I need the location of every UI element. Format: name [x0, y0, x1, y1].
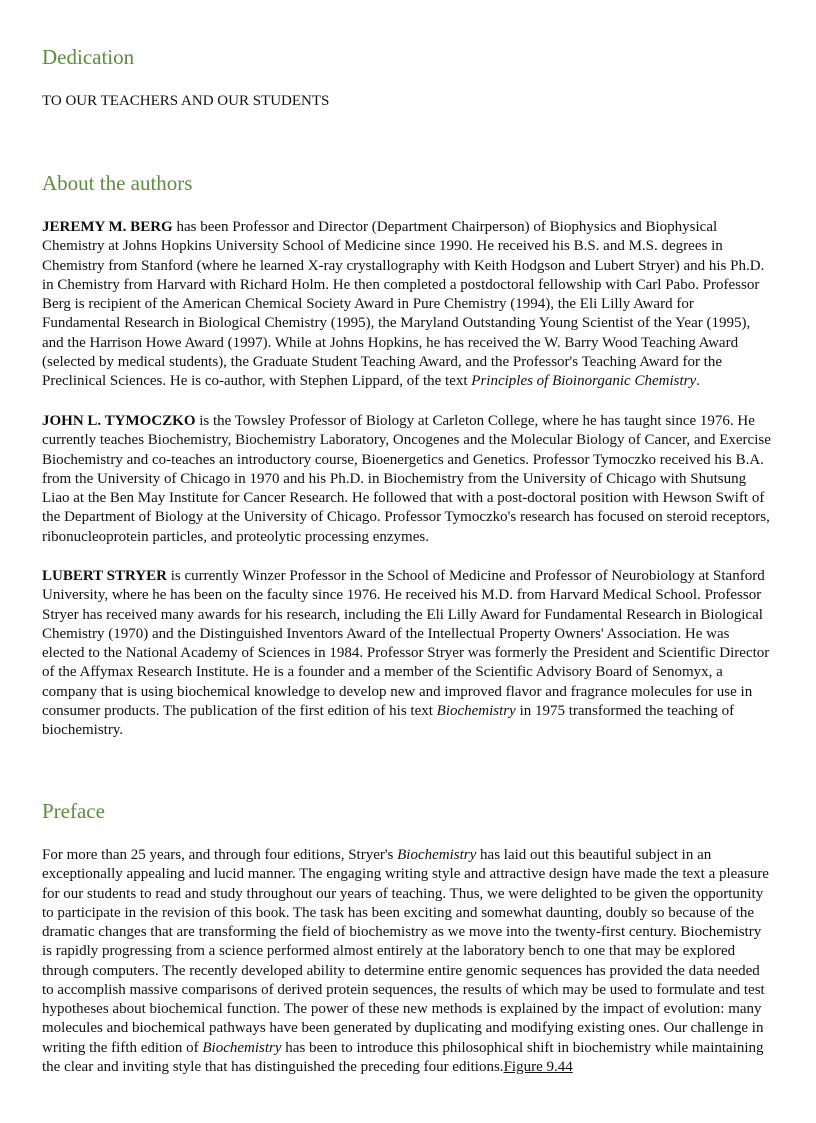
book-title-biochemistry: Biochemistry	[436, 702, 516, 719]
author-bio-tymoczko-text: is the Towsley Professor of Biology at Carleton College, where he has taught since 1976. He currently teaches Biochemistry, Biochemistry Laboratory, Oncogenes and the Molecular Biology of Cancer, and Exercise Biochemistry and co-teaches an introductory course, Bioenergetics and Genetics. Professor Tymoczko received his B.A. from the University of Chicago in 1970 and his Ph.D. in Biochemistry from the University of Chicago with Shutsung Liao at the Ben May Institute for Cancer Research. He followed that with a post-doctoral position with Hewson Swift of the Department of Biology at the University of Chicago. Professor Tymoczko's research has focused on steroid receptors, ribonucleoprotein particles, and proteolytic processing enzymes.	[42, 413, 771, 545]
author-bio-tymoczko	[42, 412, 774, 547]
author-bio-stryer-text: is currently Winzer Professor in the School of Medicine and Professor of Neurobiology at Stanford University, where he has been on the faculty since 1976. He received his M.D. from Harvard Medical School. Professor Stryer has received many awards for his research, including the Eli Lilly Award for Fundamental Research in Biological Chemistry (1970) and the Distinguished Inventors Award of the Intellectual Property Owners' Association. He was elected to the National Academy of Sciences in 1984. Professor Stryer was formerly the President and Scientific Director of the Affymax Research Institute. He is a founder and a member of the Scientific Advisory Board of Senomyx, a company that is using biochemical knowledge to develop new and improved flavor and fragrance molecules for use in consumer products. The publication of the first edition of his text	[42, 568, 770, 719]
preface-paragraph	[42, 846, 774, 1077]
dedication-text: TO OUR TEACHERS AND OUR STUDENTS	[42, 93, 330, 109]
figure-9-44-link[interactable]: Figure 9.44	[503, 1058, 573, 1075]
preface-text-2: has laid out this beautiful subject in an exceptionally appealing and lucid manner. The engaging writing style and attractive design have made the text a pleasure for our students to read and study throughout our years of teaching. Thus, we were delighted to be given the opportunity to participate in the revision of this book. The task has been exciting and somewhat daunting, doubly so because of the dramatic changes that are transforming the field of biochemistry as we move into the twenty-first century. Biochemistry is rapidly progressing from a science performed almost entirely at the laboratory bench to one that may be explored through computers. The recently developed ability to determine entire genomic sequences has provided the data needed to accomplish massive comparisons of derived protein sequences, the results of which may be used to formulate and test hypotheses about biochemical function. The power of these new methods is explained by the impact of evolution: many molecules and biochemical pathways have been generated by duplicating and modifying existing ones. Our challenge in writing the fifth edition of	[42, 847, 769, 1056]
author-bio-berg-text: has been Professor and Director (Department Chairperson) of Biophysics and Biophysical Chemistry at Johns Hopkins University School of Medicine since 1990. He received his B.S. and M.S. degrees in Chemistry from Stanford (where he learned X-ray crystallography with Keith Hodgson and Lubert Stryer) and his Ph.D. in Chemistry from Harvard with Richard Holm. He then completed a postdoctoral fellowship with Carl Pabo. Professor Berg is recipient of the American Chemical Society Award in Pure Chemistry (1994), the Eli Lilly Award for Fundamental Research in Biological Chemistry (1995), the Maryland Outstanding Young Scientist of the Year (1995), and the Harrison Howe Award (1997). While at Johns Hopkins, he has received the W. Barry Wood Teaching Award (selected by medical students), the Graduate Student Teaching Award, and the Professor's Teaching Award for the Preclinical Sciences. He is co-author, with Stephen Lippard, of the text	[42, 219, 765, 389]
preface-text-1: For more than 25 years, and through four editions, Stryer's	[42, 847, 398, 863]
dedication-heading: Dedication	[42, 45, 135, 69]
preface-text-3: has been to introduce this philosophical shift in biochemistry while maintaining the clear and inviting style that has distinguished the preceding four editions.	[42, 1039, 764, 1075]
author-bio-berg-end: .	[696, 373, 700, 389]
author-bio-stryer	[42, 567, 774, 740]
author-name-tymoczko: JOHN L. TYMOCZKO	[42, 413, 196, 429]
book-title-bioinorganic: Principles of Bioinorganic Chemistry	[471, 373, 697, 389]
author-bio-stryer-end: in 1975 transformed the teaching of biochemistry.	[42, 702, 735, 738]
author-name-berg: JEREMY M. BERG	[42, 219, 173, 235]
preface-heading: Preface	[42, 799, 105, 823]
preface-book-title-2: Biochemistry	[202, 1039, 282, 1056]
author-name-stryer: LUBERT STRYER	[42, 568, 167, 584]
about-authors-heading: About the authors	[42, 171, 193, 195]
author-bio-berg	[42, 218, 774, 391]
preface-book-title-1: Biochemistry	[397, 847, 477, 863]
